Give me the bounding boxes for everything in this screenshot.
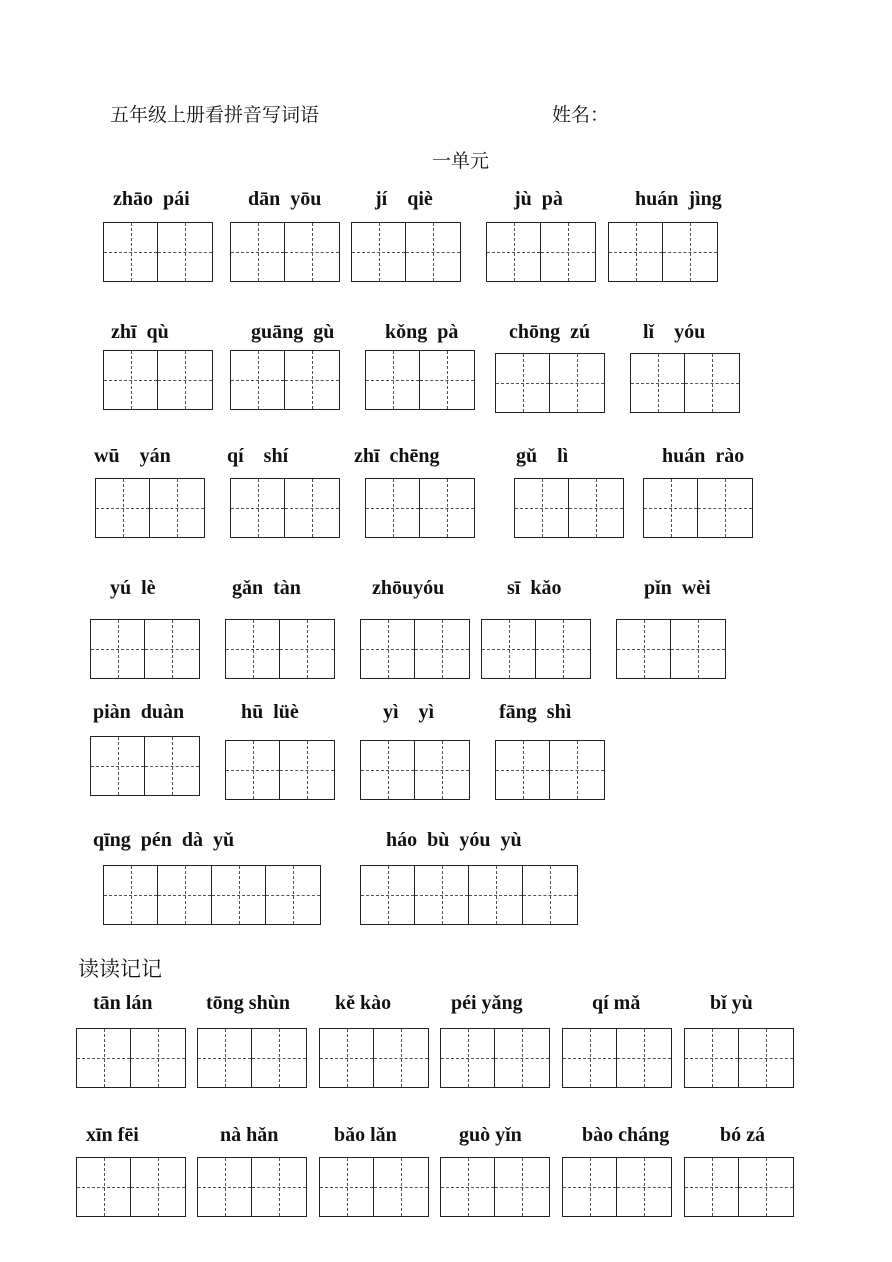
writing-grid[interactable] (103, 222, 213, 282)
pinyin-label: guò yǐn (459, 1124, 522, 1146)
pinyin-label: hū lüè (241, 701, 299, 723)
writing-grid[interactable] (225, 740, 335, 800)
worksheet-title: 五年级上册看拼音写词语 (110, 104, 320, 126)
writing-grid[interactable] (351, 222, 461, 282)
pinyin-label: yì yì (383, 701, 435, 723)
writing-grid[interactable] (360, 740, 470, 800)
pinyin-label: zhōuyóu (372, 577, 445, 599)
pinyin-label: jí qiè (375, 188, 433, 210)
pinyin-label: lǐ yóu (643, 321, 706, 343)
writing-grid[interactable] (230, 478, 340, 538)
pinyin-label: gǎn tàn (232, 577, 301, 599)
writing-grid[interactable] (684, 1028, 794, 1088)
pinyin-label: zhī qù (111, 321, 169, 343)
writing-grid[interactable] (319, 1157, 429, 1217)
pinyin-label: tān lán (93, 992, 153, 1014)
writing-grid[interactable] (197, 1157, 307, 1217)
pinyin-label: qīng pén dà yǔ (93, 829, 235, 851)
writing-grid[interactable] (440, 1028, 550, 1088)
pinyin-label: qí shí (227, 445, 289, 467)
writing-grid[interactable] (90, 736, 200, 796)
unit-heading: 一单元 (432, 150, 490, 172)
pinyin-label: chōng zú (509, 321, 591, 343)
pinyin-label: dān yōu (248, 188, 322, 210)
writing-grid[interactable] (230, 222, 340, 282)
writing-grid[interactable] (608, 222, 718, 282)
writing-grid[interactable] (562, 1157, 672, 1217)
name-label: 姓名： (552, 104, 610, 126)
pinyin-label: pǐn wèi (644, 577, 711, 599)
writing-grid[interactable] (514, 478, 624, 538)
writing-grid[interactable] (365, 478, 475, 538)
pinyin-label: sī kǎo (507, 577, 562, 599)
writing-grid[interactable] (230, 350, 340, 410)
pinyin-label: nà hǎn (220, 1124, 279, 1146)
pinyin-label: huán rào (662, 445, 745, 467)
writing-grid[interactable] (630, 353, 740, 413)
pinyin-label: bǎo lǎn (334, 1124, 397, 1146)
writing-grid[interactable] (76, 1028, 186, 1088)
writing-grid[interactable] (495, 740, 605, 800)
pinyin-label: zhāo pái (113, 188, 190, 210)
pinyin-label: huán jìng (635, 188, 722, 210)
pinyin-label: qí mǎ (592, 992, 641, 1014)
writing-grid[interactable] (360, 619, 470, 679)
writing-grid[interactable] (616, 619, 726, 679)
pinyin-label: piàn duàn (93, 701, 185, 723)
pinyin-label: tōng shùn (206, 992, 290, 1014)
pinyin-label: jù pà (514, 188, 563, 210)
pinyin-label: wū yán (94, 445, 171, 467)
writing-grid[interactable] (684, 1157, 794, 1217)
writing-grid[interactable] (643, 478, 753, 538)
pinyin-label: bó zá (720, 1124, 765, 1146)
pinyin-label: bǐ yù (710, 992, 753, 1014)
writing-grid[interactable] (486, 222, 596, 282)
pinyin-label: kě kào (335, 992, 392, 1014)
writing-grid[interactable] (319, 1028, 429, 1088)
writing-grid[interactable] (440, 1157, 550, 1217)
pinyin-label: háo bù yóu yù (386, 829, 522, 851)
writing-grid[interactable] (481, 619, 591, 679)
writing-grid[interactable] (197, 1028, 307, 1088)
writing-grid[interactable] (365, 350, 475, 410)
pinyin-label: gǔ lì (516, 445, 569, 467)
writing-grid[interactable] (76, 1157, 186, 1217)
writing-grid[interactable] (495, 353, 605, 413)
pinyin-label: yú lè (110, 577, 156, 599)
writing-grid[interactable] (360, 865, 578, 925)
writing-grid[interactable] (225, 619, 335, 679)
pinyin-label: fāng shì (499, 701, 572, 723)
writing-grid[interactable] (90, 619, 200, 679)
pinyin-label: guāng gù (251, 321, 335, 343)
section-heading: 读读记记 (78, 957, 162, 981)
writing-grid[interactable] (95, 478, 205, 538)
pinyin-label: zhī chēng (354, 445, 440, 467)
pinyin-label: péi yǎng (451, 992, 523, 1014)
pinyin-label: kǒng pà (385, 321, 459, 343)
pinyin-label: xīn fēi (86, 1124, 139, 1146)
writing-grid[interactable] (103, 350, 213, 410)
writing-grid[interactable] (562, 1028, 672, 1088)
writing-grid[interactable] (103, 865, 321, 925)
pinyin-label: bào cháng (582, 1124, 670, 1146)
